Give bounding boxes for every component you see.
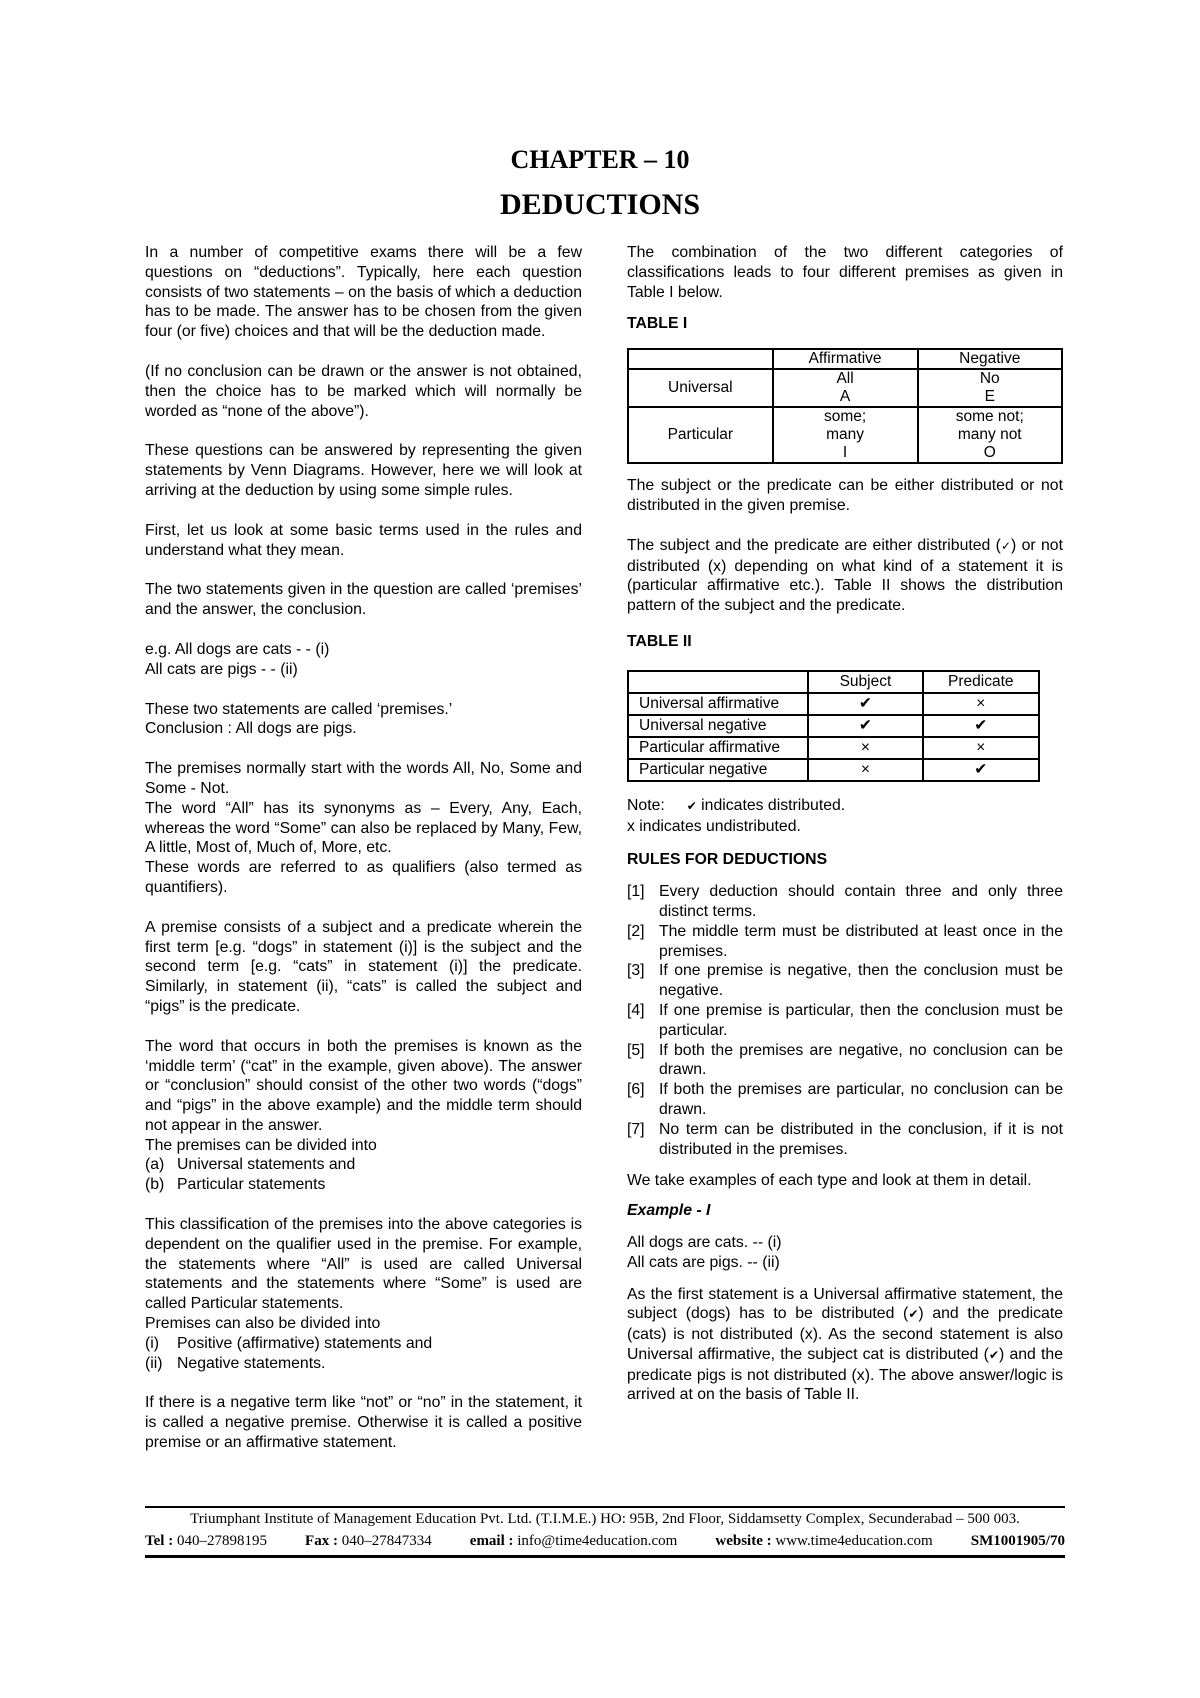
rule-item — [627, 1041, 1063, 1081]
table-row-label: Particular affirmative — [628, 737, 808, 759]
cell-line: I — [842, 444, 848, 462]
note-line — [627, 796, 1063, 817]
table-row — [628, 759, 1039, 781]
qualifiers-block — [145, 759, 582, 898]
rule-text: The middle term must be distributed at least once in the premises. — [659, 922, 1063, 960]
rule-text: If one premise is particular, then the conclusion must be particular. — [659, 1001, 1063, 1039]
cell-line: some; — [823, 408, 867, 426]
table-row-label: Particular — [628, 407, 773, 463]
footer-email — [470, 1533, 678, 1550]
text-run: ) and the predicate (cats) is not distributed (x). As the second statement is also Universal affirmative, the subject cat is distributed ( — [627, 1305, 1063, 1363]
example-statements — [145, 640, 582, 680]
table-row-label: Particular negative — [628, 759, 808, 781]
list-text: Negative statements. — [177, 1354, 326, 1372]
cross-icon: × — [923, 693, 1039, 715]
conclusion-line: Conclusion : All dogs are pigs. — [145, 720, 357, 738]
cell-line: many — [826, 426, 865, 444]
paragraph: The subject or the predicate can be either distributed or not distributed in the given premise. — [627, 477, 1063, 514]
list-item — [145, 1155, 582, 1175]
check-icon: ✔ — [808, 693, 922, 715]
paragraph — [627, 1285, 1063, 1406]
table-title: TABLE I — [627, 315, 688, 333]
table-cell — [628, 349, 773, 369]
rule-text: If one premise is negative, then the conclusion must be negative. — [659, 962, 1063, 1000]
tel-label: Tel : — [145, 1533, 174, 1549]
example-statements — [627, 1233, 1063, 1273]
cross-icon: × — [808, 759, 922, 781]
paragraph: The combination of the two different categories of classifications leads to four different premises as given in Table I below. — [627, 244, 1063, 301]
table-header-cell: Predicate — [923, 671, 1039, 693]
paragraph: We take examples of each type and look at them in detail. — [627, 1172, 1032, 1190]
note-line: x indicates undistributed. — [627, 817, 801, 835]
list-marker: (b) — [145, 1176, 165, 1194]
list-marker: (ii) — [145, 1354, 163, 1372]
rules-list — [627, 882, 1063, 1159]
footer-rule-bottom — [145, 1555, 1065, 1558]
distribution-table — [627, 670, 1040, 782]
example-statement: All dogs are cats. -- (i) — [627, 1233, 782, 1251]
cell-line: many not — [957, 426, 1022, 444]
example-heading: Example - I — [627, 1202, 711, 1220]
website-label: website : — [715, 1533, 772, 1549]
paragraph-line: These two statements are called ‘premises.’ — [145, 700, 453, 718]
table-row-label: Universal — [628, 369, 773, 407]
paragraph: The premises normally start with the words All, No, Some and Some - Not. — [145, 760, 582, 797]
paragraph: These questions can be answered by representing the given statements by Venn Diagrams. However, here we will look at arriving at the deduction by using some simple rules. — [145, 442, 582, 499]
table-cell — [773, 407, 918, 463]
paragraph: The premises can be divided into — [145, 1136, 377, 1154]
paragraph: The word “All” has its synonyms as – Every, Any, Each, whereas the word “Some” can also be replaced by Many, Few, A little, Most of, Much of, More, etc. — [145, 799, 582, 857]
example-statement: All cats are pigs - - (ii) — [145, 660, 298, 678]
cell-line: some not; — [955, 408, 1024, 426]
check-icon: ✓ — [1000, 538, 1011, 553]
table-cell — [628, 671, 808, 693]
cross-icon: × — [808, 737, 922, 759]
note-text: indicates distributed. — [701, 796, 846, 814]
footer-contacts — [145, 1533, 1065, 1550]
rule-item — [627, 1001, 1063, 1041]
table-cell — [918, 407, 1063, 463]
rule-text: Every deduction should contain three and only three distinct terms. — [659, 883, 1063, 920]
paragraph: This classification of the premises into the above categories is dependent on the qualifier used in the premise. For example, the statements where “All” is used are called Universal statements and the statements where “Some” is used are called Particular statements. — [145, 1216, 582, 1313]
list-text: Positive (affirmative) statements and — [177, 1334, 433, 1352]
classification-block — [145, 1215, 582, 1373]
check-icon: ✔ — [923, 715, 1039, 737]
table-header-cell: Negative — [918, 349, 1063, 369]
rule-number: [6] — [627, 1081, 645, 1099]
cross-icon: × — [923, 737, 1039, 759]
rule-number: [1] — [627, 883, 645, 901]
check-icon: ✔ — [923, 759, 1039, 781]
footer-rule-top — [145, 1506, 1065, 1508]
rule-item — [627, 1120, 1063, 1160]
list-marker: (i) — [145, 1334, 160, 1352]
list-text: Universal statements and — [177, 1156, 356, 1174]
chapter-title: DEDUCTIONS — [499, 188, 701, 221]
premise-types-table — [627, 348, 1063, 464]
list-marker: (a) — [145, 1156, 165, 1174]
check-icon: ✔ — [988, 1347, 999, 1362]
middle-term-block — [145, 1037, 582, 1195]
cell-line: All — [836, 370, 854, 388]
check-icon: ✔ — [908, 1307, 919, 1322]
chapter-number: CHAPTER – 10 — [510, 145, 690, 174]
table-row-label: Universal negative — [628, 715, 808, 737]
cell-line: A — [839, 388, 851, 406]
rule-number: [5] — [627, 1041, 645, 1059]
rule-item — [627, 922, 1063, 962]
table-cell — [773, 369, 918, 407]
paragraph: First, let us look at some basic terms used in the rules and understand what they mean. — [145, 521, 582, 559]
cell-line: No — [979, 370, 1000, 388]
paragraph: These words are referred to as qualifiers (also termed as quantifiers). — [145, 859, 582, 896]
rules-heading: RULES FOR DEDUCTIONS — [627, 851, 828, 869]
list-item — [145, 1334, 582, 1354]
table-row — [628, 737, 1039, 759]
list-item — [145, 1354, 582, 1374]
table-header-cell: Subject — [808, 671, 922, 693]
footer-fax — [305, 1533, 432, 1550]
footer-tel — [145, 1533, 267, 1550]
example-statement: All cats are pigs. -- (ii) — [627, 1253, 780, 1271]
paragraph: A premise consists of a subject and a predicate wherein the first term [e.g. “dogs” in statement (i)] is the subject and the second term [e.g. “cats” in statement (i)] the predicate. Similarly, in statement (ii), “cats” is called the subject and “pigs” is the predicate. — [145, 918, 582, 1015]
example-statement: e.g. All dogs are cats - - (i) — [145, 640, 330, 658]
table-row — [628, 715, 1039, 737]
cell-line: E — [984, 388, 995, 406]
footer-address: Triumphant Institute of Management Education Pvt. Ltd. (T.I.M.E.) HO: 95B, 2nd Floor, Siddamsetty Complex, Secunderabad – 500 003. — [190, 1511, 1020, 1527]
note-block — [627, 796, 1063, 837]
rule-text: If both the premises are particular, no conclusion can be drawn. — [659, 1081, 1063, 1118]
email-label: email : — [469, 1533, 514, 1549]
table-title: TABLE II — [627, 632, 692, 650]
rule-item — [627, 1080, 1063, 1120]
list-text: Particular statements — [177, 1176, 326, 1194]
rule-number: [3] — [627, 962, 645, 980]
check-icon: ✔ — [686, 798, 697, 813]
fax-label: Fax : — [305, 1533, 338, 1549]
table-cell — [918, 369, 1063, 407]
table-row-label: Universal affirmative — [628, 693, 808, 715]
footer-code: SM1001905/70 — [970, 1533, 1065, 1549]
footer-website — [715, 1533, 932, 1550]
text-run: The subject and the predicate are either distributed ( — [627, 536, 1001, 554]
paragraph — [627, 536, 1063, 616]
cell-line: O — [983, 444, 996, 462]
paragraph: If there is a negative term like “not” or “no” in the statement, it is called a negative premise. Otherwise it is called a positive premise or an affirmative statement. — [145, 1394, 582, 1452]
tel-value: 040–27898195 — [176, 1533, 267, 1549]
check-icon: ✔ — [808, 715, 922, 737]
note-label: Note: — [627, 796, 665, 814]
left-column — [145, 243, 582, 1473]
paragraph: Premises can also be divided into — [145, 1315, 381, 1333]
rule-text: If both the premises are negative, no conclusion can be drawn. — [659, 1041, 1063, 1079]
paragraph: (If no conclusion can be drawn or the answer is not obtained, then the choice has to be marked which will normally be worded as “none of the above”). — [145, 362, 582, 420]
website-value: www.time4education.com — [775, 1533, 933, 1549]
text-run: As the first statement is a Universal affirmative statement, the subject (dogs) has to be distributed ( — [627, 1285, 1063, 1323]
paragraph: The word that occurs in both the premises is known as the ‘middle term’ (“cat” in the example, given above). The answer or “conclusion” should consist of the other two words (“dogs” and “pigs” in the above example) and the middle term should not appear in the answer. — [145, 1037, 582, 1134]
text-run: ) and the predicate pigs is not distributed (x). The above answer/logic is arrived at on the basis of Table II. — [627, 1345, 1064, 1404]
premises-note — [145, 700, 582, 740]
paragraph: The two statements given in the question are called ‘premises’ and the answer, the conclusion. — [145, 581, 582, 619]
table-row — [628, 693, 1039, 715]
rule-item — [627, 961, 1063, 1001]
rule-number: [7] — [627, 1120, 645, 1138]
email-value: info@time4education.com — [517, 1533, 678, 1549]
rule-number: [4] — [627, 1001, 645, 1019]
rule-number: [2] — [627, 922, 645, 940]
rule-text: No term can be distributed in the conclusion, if it is not distributed in the premises. — [659, 1120, 1063, 1158]
text-run: ) or not distributed (x) depending on what kind of a statement it is (particular affirmative etc.). Table II shows the distribution pattern of the subject and the predicate. — [627, 536, 1063, 615]
table-header-cell: Affirmative — [773, 349, 918, 369]
fax-value: 040–27847334 — [341, 1533, 432, 1549]
rule-item — [627, 882, 1063, 922]
paragraph: In a number of competitive exams there will be a few questions on “deductions”. Typically, here each question consists of two statements – on the basis of which a deduction has to be made. The answer has to be chosen from the given four (or five) choices and that will be the deduction made. — [145, 244, 582, 341]
right-column — [627, 243, 1063, 1405]
list-item — [145, 1175, 582, 1195]
